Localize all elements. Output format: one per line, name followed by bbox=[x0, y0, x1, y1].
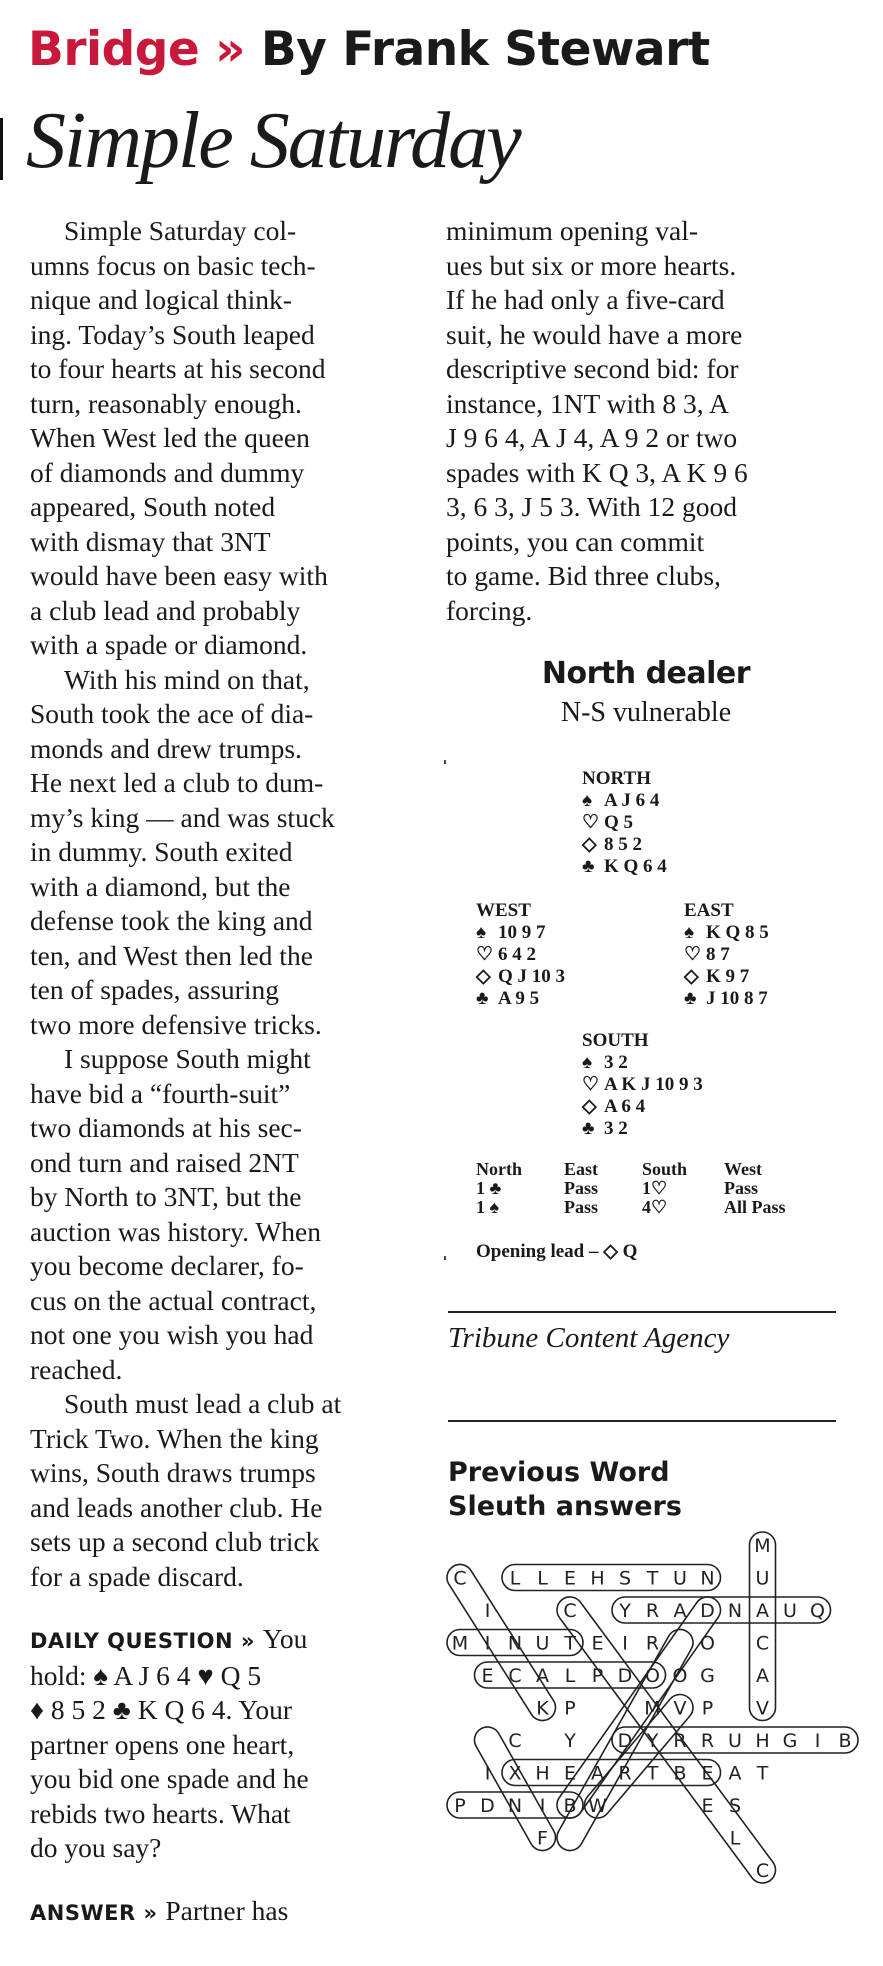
grid-letter: A bbox=[728, 1762, 742, 1785]
text-line: If he had only a five-card bbox=[446, 284, 725, 315]
text-line: minimum opening val- bbox=[446, 215, 699, 246]
auction-header: South bbox=[642, 1159, 688, 1179]
hand-cards: A J 6 4 bbox=[604, 790, 660, 811]
grid-letter: I bbox=[539, 1795, 546, 1817]
text-line: 3, 6 3, J 5 3. With 12 good bbox=[446, 491, 737, 522]
credit-line: Tribune Content Agency bbox=[448, 1322, 730, 1354]
grid-letter: A bbox=[756, 1665, 769, 1687]
auction-column bbox=[724, 1160, 786, 1217]
grid-letter: G bbox=[700, 1665, 715, 1687]
text-line: ues but six or more hearts. bbox=[446, 249, 737, 281]
grid-letter: L bbox=[564, 1665, 576, 1687]
suit-symbol: ◇ bbox=[684, 966, 699, 987]
opening-lead: Opening lead – ◇ Q bbox=[476, 1241, 638, 1262]
text-line: to four hearts at his second bbox=[30, 353, 326, 384]
grid-letter: B bbox=[673, 1762, 687, 1785]
text-line: wins, South draws trumps bbox=[30, 1457, 316, 1488]
hand-suit-row bbox=[582, 1118, 703, 1140]
word-sleuth-grid bbox=[444, 1530, 852, 1950]
grid-letter: O bbox=[645, 1665, 660, 1687]
auction-header: East bbox=[564, 1159, 599, 1179]
suit-symbol: ♠ bbox=[582, 1052, 593, 1073]
auction-column bbox=[476, 1160, 522, 1217]
hand-suit-row bbox=[582, 1074, 703, 1096]
hand-suit-row bbox=[476, 966, 565, 988]
grid-letter: U bbox=[783, 1600, 797, 1622]
grid-letter: F bbox=[537, 1827, 548, 1850]
answer-loop bbox=[552, 1592, 781, 1888]
text-line: monds and drew trumps. bbox=[30, 732, 302, 764]
text-line: J 9 6 4, A J 4, A 9 2 or two bbox=[446, 422, 738, 453]
text-line: by North to 3NT, but the bbox=[30, 1181, 302, 1212]
grid-letter: R bbox=[673, 1730, 687, 1752]
divider-rule bbox=[448, 1311, 836, 1313]
grid-letter: H bbox=[590, 1567, 605, 1590]
left-column bbox=[30, 214, 430, 1930]
text-line: have bid a “fourth-suit” bbox=[30, 1077, 291, 1109]
hand-suit-row bbox=[476, 944, 565, 966]
hand-suit-row bbox=[582, 790, 667, 812]
grid-letter: L bbox=[729, 1827, 741, 1850]
grid-letter: S bbox=[728, 1795, 742, 1817]
suit-symbol: ♡ bbox=[582, 812, 600, 833]
text-line: with a spade or diamond. bbox=[30, 629, 308, 660]
text-line: sets up a second club trick bbox=[30, 1526, 320, 1557]
header-prefix: Bridge » bbox=[28, 22, 246, 77]
hand-name: EAST bbox=[684, 900, 734, 921]
text-line: South took the ace of dia- bbox=[30, 698, 314, 729]
grid-letter: N bbox=[507, 1795, 523, 1817]
grid-letter: N bbox=[507, 1632, 523, 1655]
hand-suit-row bbox=[582, 1096, 703, 1118]
answer-loop bbox=[502, 1565, 721, 1591]
hand-suit-row bbox=[684, 966, 769, 988]
auction-bid: 4♡ bbox=[642, 1197, 668, 1217]
hand-name: SOUTH bbox=[582, 1030, 649, 1051]
suit-symbol: ♡ bbox=[582, 1074, 600, 1095]
grid-letter: U bbox=[728, 1730, 742, 1752]
text-line: with dismay that 3NT bbox=[30, 525, 271, 557]
grid-letter: D bbox=[617, 1665, 633, 1687]
grid-letter: R bbox=[700, 1730, 715, 1752]
grid-letter: D bbox=[700, 1600, 715, 1622]
hand-cards: 3 2 bbox=[604, 1118, 628, 1139]
daily-question-label: DAILY QUESTION » bbox=[30, 1629, 263, 1653]
daily-question bbox=[30, 1622, 430, 1866]
auction-column bbox=[564, 1160, 598, 1217]
text-line: my’s king — and was stuck bbox=[30, 801, 335, 833]
suit-symbol: ♠ bbox=[582, 790, 593, 811]
auction-bid: 1 ♣ bbox=[476, 1178, 502, 1198]
hand-cards: K 9 7 bbox=[706, 966, 750, 987]
text-line: in dummy. South exited bbox=[30, 836, 293, 867]
grid-letter: M bbox=[644, 1697, 661, 1720]
grid-letter: V bbox=[756, 1697, 769, 1720]
suit-symbol: ◇ bbox=[476, 966, 491, 987]
hand-cards: K Q 8 5 bbox=[706, 922, 769, 943]
grid-letter: U bbox=[673, 1567, 687, 1590]
grid-letter: C bbox=[508, 1665, 522, 1687]
grid-letter: B bbox=[563, 1795, 577, 1817]
text-line: of diamonds and dummy bbox=[30, 456, 305, 488]
grid-letter: Y bbox=[619, 1600, 631, 1622]
grid-letter: E bbox=[481, 1665, 494, 1687]
text-line: spades with K Q 3, A K 9 6 bbox=[446, 456, 748, 488]
grid-letter: G bbox=[782, 1730, 798, 1752]
hand-cards: 8 5 2 bbox=[604, 834, 642, 855]
text-line: cus on the actual contract, bbox=[30, 1284, 317, 1316]
text-line: I suppose South might bbox=[64, 1043, 311, 1074]
grid-letter: I bbox=[622, 1632, 628, 1655]
previous-heading-line: Sleuth answers bbox=[448, 1491, 682, 1522]
suit-symbol: ♡ bbox=[684, 944, 702, 965]
suit-symbol: ♡ bbox=[476, 944, 494, 965]
text-line: do you say? bbox=[30, 1832, 162, 1863]
grid-letter: D bbox=[480, 1795, 495, 1817]
text-line: hold: ♠ A J 6 4 ♥ Q 5 bbox=[30, 1659, 262, 1691]
grid-letter: P bbox=[564, 1697, 576, 1720]
grid-letter: K bbox=[536, 1697, 549, 1720]
grid-letter: T bbox=[756, 1762, 769, 1785]
text-line: a club lead and probably bbox=[30, 594, 301, 626]
right-column bbox=[446, 214, 846, 628]
grid-letter: T bbox=[646, 1567, 659, 1590]
text-line: nique and logical think- bbox=[30, 284, 292, 315]
text-line: Simple Saturday col- bbox=[64, 215, 297, 246]
grid-letter: N bbox=[700, 1567, 715, 1590]
text-line: would have been easy with bbox=[30, 560, 328, 591]
left-margin-rule bbox=[0, 118, 3, 180]
hand-name: NORTH bbox=[582, 768, 652, 789]
text-line: descriptive second bid: for bbox=[446, 353, 739, 384]
auction-bid: All Pass bbox=[724, 1197, 786, 1217]
text-line: turn, reasonably enough. bbox=[30, 387, 302, 419]
article-paragraph bbox=[30, 1387, 430, 1594]
text-line: you become declarer, fo- bbox=[30, 1250, 304, 1281]
text-line: instance, 1NT with 8 3, A bbox=[446, 387, 729, 419]
hand-cards: 3 2 bbox=[604, 1052, 628, 1073]
text-line: and leads another club. He bbox=[30, 1491, 323, 1523]
hand-cards: A 6 4 bbox=[604, 1096, 646, 1117]
hand-south bbox=[582, 1030, 703, 1140]
text-line: two more defensive tricks. bbox=[30, 1008, 322, 1040]
text-line: you bid one spade and he bbox=[30, 1763, 309, 1794]
article-paragraph bbox=[30, 214, 430, 663]
previous-heading bbox=[448, 1456, 682, 1524]
hand-north bbox=[582, 768, 667, 878]
auction-bid: 1♡ bbox=[642, 1178, 668, 1198]
diagram-dealer: North dealer bbox=[541, 656, 751, 691]
grid-letter: I bbox=[484, 1762, 491, 1785]
text-line: DAILY QUESTION » You bbox=[30, 1623, 308, 1654]
grid-letter: R bbox=[618, 1762, 632, 1785]
answer-loop bbox=[750, 1532, 776, 1721]
suit-symbol: ♣ bbox=[582, 1118, 595, 1139]
text-line: With his mind on that, bbox=[64, 663, 310, 695]
text-line: South must lead a club at bbox=[64, 1388, 342, 1419]
hand-cards: 6 4 2 bbox=[498, 944, 536, 965]
text-line: two diamonds at his sec- bbox=[30, 1112, 302, 1143]
grid-letter: H bbox=[535, 1762, 550, 1785]
suit-symbol: ♠ bbox=[476, 922, 487, 943]
hand-cards: K Q 6 4 bbox=[604, 856, 667, 877]
grid-letter: C bbox=[755, 1632, 770, 1655]
text-line: auction was history. When bbox=[30, 1215, 321, 1247]
suit-symbol: ◇ bbox=[582, 1096, 597, 1117]
text-line: to game. Bid three clubs, bbox=[446, 560, 721, 591]
grid-letter: V bbox=[673, 1697, 687, 1720]
text-line: ond turn and raised 2NT bbox=[30, 1146, 299, 1178]
suit-symbol: ♣ bbox=[582, 856, 595, 877]
hand-cards: 8 7 bbox=[706, 944, 730, 965]
hand-name: WEST bbox=[476, 900, 531, 921]
suit-symbol: ♣ bbox=[476, 988, 489, 1009]
text-line: ♦ 8 5 2 ♣ K Q 6 4. Your bbox=[30, 1694, 293, 1725]
grid-letter: A bbox=[536, 1665, 549, 1687]
text-line: suit, he would have a more bbox=[446, 318, 743, 350]
auction-column bbox=[642, 1160, 687, 1217]
hand-suit-row bbox=[582, 812, 667, 834]
divider-rule bbox=[448, 1420, 836, 1422]
grid-letter: P bbox=[591, 1665, 604, 1687]
diagram-tick bbox=[444, 1256, 446, 1260]
grid-letter: E bbox=[563, 1762, 577, 1785]
grid-letter: U bbox=[535, 1632, 550, 1655]
grid-letter: I bbox=[814, 1730, 821, 1752]
grid-letter: T bbox=[646, 1762, 659, 1785]
grid-letter: A bbox=[673, 1600, 687, 1622]
hand-east bbox=[684, 900, 769, 1010]
hand-west bbox=[476, 900, 565, 1010]
grid-letter: M bbox=[451, 1632, 469, 1655]
grid-letter: C bbox=[453, 1567, 467, 1590]
answer-label: ANSWER » bbox=[30, 1900, 166, 1925]
diagram-tick bbox=[444, 760, 446, 764]
text-line: partner opens one heart, bbox=[30, 1728, 295, 1760]
grid-letter: H bbox=[755, 1730, 770, 1752]
diagram-vulnerable: N-S vulnerable bbox=[560, 697, 732, 728]
grid-letter: I bbox=[484, 1632, 491, 1655]
header-byline: By Frank Stewart bbox=[260, 22, 710, 77]
hand-suit-row bbox=[684, 944, 769, 966]
suit-symbol: ◇ bbox=[582, 834, 597, 855]
grid-letter: E bbox=[701, 1762, 714, 1785]
hand-cards: J 10 8 7 bbox=[706, 988, 768, 1009]
hand-cards: 10 9 7 bbox=[498, 922, 546, 943]
column-header bbox=[28, 22, 710, 77]
auction-bid: Pass bbox=[724, 1178, 759, 1198]
grid-letter: M bbox=[754, 1535, 771, 1557]
text-line: forcing. bbox=[446, 594, 533, 626]
grid-letter: L bbox=[537, 1567, 548, 1590]
grid-letter: E bbox=[701, 1795, 714, 1817]
grid-letter: E bbox=[591, 1632, 604, 1655]
suit-symbol: ♠ bbox=[684, 922, 695, 943]
text-line: points, you can commit bbox=[446, 525, 705, 557]
hand-cards: Q 5 bbox=[604, 812, 634, 833]
grid-letter: O bbox=[672, 1665, 688, 1687]
grid-letter: S bbox=[618, 1567, 632, 1590]
article-title: Simple Saturday bbox=[26, 97, 520, 185]
auction-header: West bbox=[724, 1159, 762, 1179]
grid-letter: Y bbox=[646, 1730, 659, 1752]
auction-header: North bbox=[476, 1159, 522, 1179]
text-line: for a spade discard. bbox=[30, 1560, 244, 1592]
grid-letter: O bbox=[700, 1632, 715, 1655]
answer-loop bbox=[552, 1592, 726, 1823]
grid-letter: C bbox=[508, 1730, 522, 1752]
auction-bid: Pass bbox=[564, 1197, 599, 1217]
text-line: appeared, South noted bbox=[30, 491, 276, 522]
hand-suit-row bbox=[476, 988, 565, 1010]
text-line: Trick Two. When the king bbox=[30, 1422, 319, 1454]
answer bbox=[30, 1894, 430, 1931]
grid-letter: A bbox=[591, 1762, 604, 1785]
grid-letter: X bbox=[508, 1762, 522, 1785]
grid-letter: I bbox=[484, 1600, 491, 1622]
grid-letter: P bbox=[454, 1795, 466, 1817]
text-line: ten of spades, assuring bbox=[30, 974, 279, 1005]
grid-letter: T bbox=[564, 1632, 576, 1655]
grid-letter: B bbox=[838, 1730, 852, 1752]
article-paragraph bbox=[30, 663, 430, 1043]
hand-suit-row bbox=[684, 922, 769, 944]
grid-letter: C bbox=[755, 1860, 770, 1882]
grid-letter: R bbox=[645, 1600, 660, 1622]
auction-bid: 1 ♠ bbox=[476, 1197, 500, 1217]
text-line: with a diamond, but the bbox=[30, 870, 291, 902]
grid-letter: E bbox=[563, 1567, 577, 1590]
article-paragraph bbox=[30, 1042, 430, 1387]
grid-letter: D bbox=[617, 1730, 633, 1752]
hand-suit-row bbox=[684, 988, 769, 1010]
grid-letter: U bbox=[755, 1567, 770, 1590]
text-line: rebids two hearts. What bbox=[30, 1797, 291, 1829]
text-line: ing. Today’s South leaped bbox=[30, 318, 315, 350]
hand-suit-row bbox=[476, 922, 565, 944]
grid-letter: N bbox=[727, 1600, 743, 1622]
grid-letter: W bbox=[588, 1795, 607, 1817]
hand-cards: A K J 10 9 3 bbox=[604, 1074, 703, 1095]
grid-letter: Y bbox=[564, 1730, 576, 1752]
text-line: umns focus on basic tech- bbox=[30, 249, 316, 281]
auction-bid: Pass bbox=[564, 1178, 599, 1198]
grid-letter: R bbox=[645, 1632, 660, 1655]
hand-suit-row bbox=[582, 1052, 703, 1074]
text-line: When West led the queen bbox=[30, 422, 310, 453]
hand-suit-row bbox=[582, 834, 667, 856]
text-line: not one you wish you had bbox=[30, 1319, 314, 1350]
grid-letter: L bbox=[509, 1567, 521, 1590]
grid-letter: Q bbox=[810, 1600, 825, 1622]
hand-cards: Q J 10 3 bbox=[498, 966, 566, 987]
text-line: He next led a club to dum- bbox=[30, 767, 324, 798]
hand-suit-row bbox=[582, 856, 667, 878]
previous-heading-line: Previous Word bbox=[448, 1457, 670, 1488]
text-line: defense took the king and bbox=[30, 905, 313, 936]
suit-symbol: ♣ bbox=[684, 988, 697, 1009]
hand-cards: A 9 5 bbox=[498, 988, 540, 1009]
grid-letter: P bbox=[701, 1697, 714, 1720]
text-line: ANSWER » Partner has bbox=[30, 1894, 289, 1926]
text-line: reached. bbox=[30, 1353, 123, 1385]
grid-letter: A bbox=[756, 1600, 769, 1622]
grid-letter: C bbox=[563, 1600, 577, 1622]
text-line: ten, and West then led the bbox=[30, 939, 313, 971]
